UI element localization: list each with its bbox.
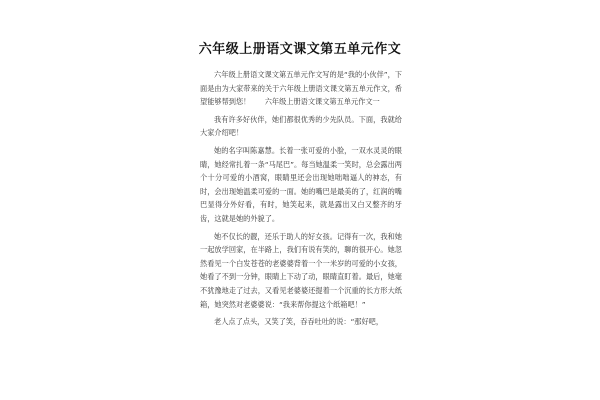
- paragraph-5: 老人点了点头，又笑了笑，吞吞吐吐的说：“那好吧，: [214, 317, 384, 327]
- document-body: [200, 68, 402, 333]
- paragraph-intro: 六年级上册语文课文第五单元作文写的是“我的小伙伴”，下面是由为大家带来的关于六年级上册语文课文第五单元作文，希望能够帮到您！ 六年级上册语文课文第五单元作文一: [200, 70, 402, 107]
- paragraph-3: 她的名字叫陈嘉慧。长着一张可爱的小脸，一双水灵灵的眼睛，她经常扎着一条“马尾巴”。每当她温柔一笑时，总会露出两个十分可爱的小酒窝，眼睛里还会出现她咄咄逼人的神态，有时，会出现她温柔可爱的一面。她的嘴巴是最美的了，红润的嘴巴显得分外好看，有时，她笑起来，就是露出又白又整齐的牙齿，这就是她的外貌了。: [200, 145, 402, 223]
- document-title: 六年级上册语文课文第五单元作文: [198, 42, 402, 57]
- paragraph-2: 我有许多好伙伴，她们都很优秀的少先队员。下面，我就给大家介绍吧！: [200, 114, 402, 138]
- paragraph-4: 她不仅长的靓，还乐于助人的好女孩。记得有一次，我和她一起放学回家，在半路上，我们有说有笑的，聊的很开心。她忽然看见一个白发苍苍的老婆婆背着一个一米岁的可爱的小女孩，她看了不到一分钟，眼睛上下动了动，眼睛直盯着。最后，她毫不犹豫地走了过去，又看见老婆婆还提着一个沉重的长方形大纸箱，她突然对老婆婆说：“我来帮你提这个纸箱吧！”: [200, 231, 402, 309]
